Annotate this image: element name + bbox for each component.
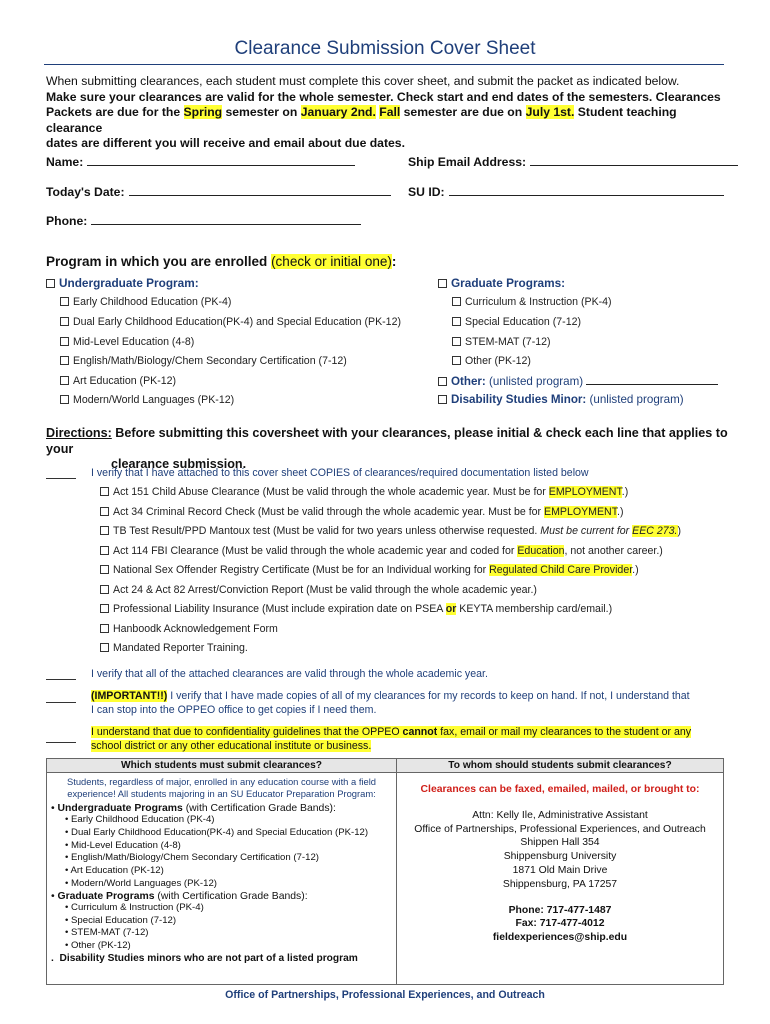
verify-attached: I verify that I have attached to this cover sheet COPIES of clearances/required documentation listed below bbox=[91, 467, 589, 479]
phone-field[interactable]: Phone: bbox=[46, 214, 361, 228]
contact-info: Phone: 717-477-1487 Fax: 717-477-4012 fieldexperiences@ship.edu bbox=[401, 904, 719, 945]
intro-paragraph bbox=[46, 74, 736, 152]
intro-line-2: Make sure your clearances are valid for the whole semester. Check start and end dates of the semesters. Clearances bbox=[46, 89, 721, 104]
undergrad-option[interactable]: Modern/World Languages (PK-12) bbox=[60, 394, 234, 406]
intro-line-3: Packets are due for the Spring semester on January 2nd. Fall semester are due on July 1st. Student teaching clearance bbox=[46, 105, 677, 135]
checkbox-icon[interactable] bbox=[60, 356, 69, 365]
grad-option[interactable]: Special Education (7-12) bbox=[452, 316, 581, 328]
grad-option[interactable]: Curriculum & Instruction (PK-4) bbox=[452, 296, 612, 308]
minor-program-option[interactable]: Disability Studies Minor: (unlisted program) bbox=[438, 393, 684, 406]
submission-methods: Clearances can be faxed, emailed, mailed, or brought to: bbox=[420, 784, 700, 795]
verify-copies: (IMPORTANT!!) I verify that I have made copies of all of my clearances for my records to keep on hand. If not, I understand that I can stop into the OPPEO office to get copies if I need them. bbox=[91, 690, 690, 716]
initial-line[interactable] bbox=[46, 690, 76, 708]
checkbox-icon[interactable] bbox=[452, 317, 461, 326]
checkbox-icon[interactable] bbox=[452, 337, 461, 346]
intro-line-4: dates are different you will receive and email about due dates. bbox=[46, 136, 405, 150]
clearance-item[interactable]: Professional Liability Insurance (Must include expiration date on PSEA or KEYTA membership card/email.) bbox=[100, 603, 740, 623]
initial-line[interactable] bbox=[46, 730, 76, 748]
clearance-item[interactable]: Act 114 FBI Clearance (Must be valid through the whole academic year and coded for Education, not another career.) bbox=[100, 545, 740, 565]
table-minor: . Disability Studies minors who are not part of a listed program bbox=[51, 952, 358, 964]
undergrad-option[interactable]: Art Education (PK-12) bbox=[60, 375, 176, 387]
grad-option[interactable]: STEM-MAT (7-12) bbox=[452, 336, 551, 348]
initial-line[interactable] bbox=[46, 667, 76, 685]
checkbox-icon[interactable] bbox=[46, 279, 55, 288]
checkbox-icon[interactable] bbox=[100, 624, 109, 633]
checkbox-icon[interactable] bbox=[100, 585, 109, 594]
verify-confidentiality: I understand that due to confidentiality guidelines that the OPPEO cannot fax, email or mail my clearances to the student or any school district or any other educational institute or business. bbox=[91, 726, 692, 752]
clearance-item[interactable]: TB Test Result/PPD Mantoux test (Must be valid for two years unless otherwise requested. Must be current for EEC 273.) bbox=[100, 525, 740, 545]
checkbox-icon[interactable] bbox=[100, 604, 109, 613]
checkbox-icon[interactable] bbox=[60, 337, 69, 346]
checkbox-icon[interactable] bbox=[60, 297, 69, 306]
table-ug-list: • Early Childhood Education (PK-4) • Dual Early Childhood Education(PK-4) and Special Education (PK-12) • Mid-Level Education (4-8) • English/Math/Biology/Chem Secondary Certification (7-12) • Art Education (PK-12) • Modern/World Languages (PK-12) bbox=[65, 814, 392, 891]
initial-line[interactable] bbox=[46, 466, 76, 484]
verify-valid: I verify that all of the attached clearances are valid through the whole academic year. bbox=[91, 668, 488, 680]
undergrad-option[interactable]: Early Childhood Education (PK-4) bbox=[60, 296, 231, 308]
grad-option[interactable]: Other (PK-12) bbox=[452, 355, 531, 367]
clearance-item[interactable]: Act 24 & Act 82 Arrest/Conviction Report (Must be valid through the whole academic year.) bbox=[100, 584, 740, 604]
info-table bbox=[46, 758, 724, 985]
checkbox-icon[interactable] bbox=[100, 643, 109, 652]
table-left-cell bbox=[47, 773, 397, 985]
checkbox-icon[interactable] bbox=[60, 376, 69, 385]
checkbox-icon[interactable] bbox=[438, 395, 447, 404]
email-field[interactable]: Ship Email Address: bbox=[408, 155, 738, 169]
undergrad-option[interactable]: Dual Early Childhood Education(PK-4) and Special Education (PK-12) bbox=[60, 316, 401, 328]
suid-field[interactable]: SU ID: bbox=[408, 185, 724, 199]
table-header-right: To whom should students submit clearances? bbox=[397, 759, 724, 773]
grad-program-option[interactable]: Graduate Programs: bbox=[438, 276, 565, 290]
table-ug-heading: • Undergraduate Programs (with Certification Grade Bands): bbox=[51, 803, 336, 814]
clearance-item[interactable]: Mandated Reporter Training. bbox=[100, 642, 740, 662]
table-right-cell bbox=[397, 773, 724, 985]
table-intro: Students, regardless of major, enrolled in any education course with a field experience! All students majoring in an SU Educator Preparation Program: bbox=[66, 776, 377, 799]
checkbox-icon[interactable] bbox=[60, 317, 69, 326]
checkbox-icon[interactable] bbox=[100, 526, 109, 535]
date-field[interactable]: Today's Date: bbox=[46, 185, 391, 199]
clearance-item[interactable]: National Sex Offender Registry Certificate (Must be for an Individual working for Regulated Child Care Provider.) bbox=[100, 564, 740, 584]
table-header-left: Which students must submit clearances? bbox=[47, 759, 397, 773]
directions: Directions: Before submitting this coversheet with your clearances, please initial & check each line that applies to your clearance submission. bbox=[46, 426, 728, 471]
clearance-item[interactable]: Act 151 Child Abuse Clearance (Must be valid through the whole academic year. Must be for EMPLOYMENT.) bbox=[100, 486, 740, 506]
checkbox-icon[interactable] bbox=[438, 279, 447, 288]
intro-line-1: When submitting clearances, each student must complete this cover sheet, and submit the packet as indicated below. bbox=[46, 74, 680, 88]
undergrad-program-option[interactable]: Undergraduate Program: bbox=[46, 276, 199, 290]
title-divider bbox=[44, 64, 724, 65]
undergrad-option[interactable]: Mid-Level Education (4-8) bbox=[60, 336, 194, 348]
checkbox-icon[interactable] bbox=[100, 546, 109, 555]
checkbox-icon[interactable] bbox=[60, 395, 69, 404]
clearance-item[interactable]: Act 34 Criminal Record Check (Must be valid through the whole academic year. Must be for EMPLOYMENT.) bbox=[100, 506, 740, 526]
clearance-item[interactable]: Hanboodk Acknowledgement Form bbox=[100, 623, 740, 643]
page-title: Clearance Submission Cover Sheet bbox=[234, 38, 536, 59]
clearance-list bbox=[100, 486, 740, 662]
checkbox-icon[interactable] bbox=[452, 356, 461, 365]
other-program-option[interactable]: Other: (unlisted program) bbox=[438, 374, 718, 388]
checkbox-icon[interactable] bbox=[438, 377, 447, 386]
checkbox-icon[interactable] bbox=[100, 487, 109, 496]
checkbox-icon[interactable] bbox=[100, 565, 109, 574]
program-heading: Program in which you are enrolled (check or initial one): bbox=[46, 254, 397, 269]
footer: Office of Partnerships, Professional Experiences, and Outreach bbox=[225, 989, 545, 1001]
undergrad-option[interactable]: English/Math/Biology/Chem Secondary Certification (7-12) bbox=[60, 355, 347, 367]
checkbox-icon[interactable] bbox=[452, 297, 461, 306]
table-gr-list: • Curriculum & Instruction (PK-4) • Special Education (7-12) • STEM-MAT (7-12) • Other (PK-12) bbox=[65, 902, 392, 953]
name-field[interactable]: Name: bbox=[46, 155, 355, 169]
checkbox-icon[interactable] bbox=[100, 507, 109, 516]
email-link[interactable]: fieldexperiences@ship.edu bbox=[492, 932, 628, 944]
table-gr-heading: • Graduate Programs (with Certification Grade Bands): bbox=[51, 890, 308, 902]
mailing-address: Attn: Kelly Ile, Administrative Assistant Office of Partnerships, Professional Experiences, and Outreach Shippen Hall 354 Shippensburg University 1871 Old Main Drive Shippensburg, PA 17257 bbox=[414, 809, 706, 890]
